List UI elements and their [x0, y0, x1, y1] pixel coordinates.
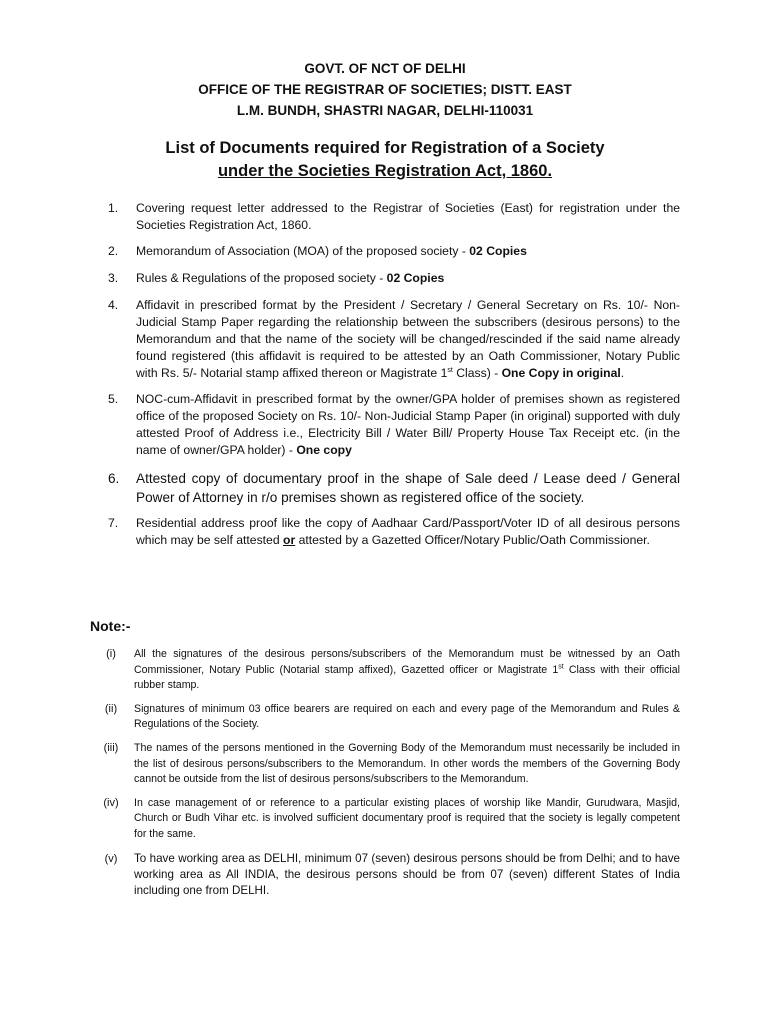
header-line-address: L.M. BUNDH, SHASTRI NAGAR, DELHI-110031: [236, 103, 534, 118]
list-item: [108, 243, 680, 260]
note-text: The names of the persons mentioned in the Governing Body of the Memorandum must necessarily be included in the list of desirous persons/subscribers to the Memorandum. In other words the members of the Governing Body cannot be outside from the list of desirous persons/subscribers to the Memorandum.: [134, 741, 680, 786]
item-text-end: .: [620, 366, 625, 380]
item-number: 3.: [108, 271, 119, 285]
note-text: To have working area as DELHI, minimum 07 (seven) desirous persons should be from Delhi; and to have working area as All INDIA, the desirous persons should be from 07 (seven) different States of India including one from DELHI.: [134, 851, 680, 897]
item-text: Attested copy of documentary proof in the shape of Sale deed / Lease deed / General Power of Attorney in r/o premises shown as registered office of the society.: [136, 471, 680, 505]
note-item: [88, 647, 680, 694]
note-number: (iii): [103, 741, 119, 754]
note-text: In case management of or reference to a particular existing places of worship like Mandir, Gurudwara, Masjid, Church or Budh Vihar etc. is involved sufficient documentary proof is required that the society is legally competent for the same.: [134, 796, 680, 840]
title-line-2: under the Societies Registration Act, 1860.: [217, 162, 553, 180]
item-text-plain: Memorandum of Association (MOA) of the proposed society -: [136, 244, 470, 258]
list-item: [108, 391, 680, 459]
list-item: [108, 200, 680, 234]
emphasis-or: or: [283, 533, 296, 547]
item-text-plain: Affidavit in prescribed format by the President / Secretary / General Secretary on Rs. 10/- Non-Judicial Stamp Paper regarding the relationship between the subscribers (desirous persons) to the Memorandum and that the name of the society will be changed/rescinded if the said name already found registered (this affidavit is required to be attested by an Oath Commissioner, Notary Public with Rs. 5/- Notarial stamp affixed thereon or Magistrate 1: [136, 298, 680, 380]
item-number: 7.: [108, 516, 119, 530]
note-item: [88, 741, 680, 788]
item-text: Covering request letter addressed to the Registrar of Societies (East) for registration under the Societies Registration Act, 1860.: [136, 201, 680, 232]
note-item: [88, 702, 680, 733]
note-number: (i): [106, 648, 116, 660]
item-text-plain: Rules & Regulations of the proposed society -: [136, 271, 387, 285]
item-number: 4.: [108, 298, 119, 312]
document-title: [0, 137, 770, 183]
item-text: [136, 391, 680, 459]
item-text: [136, 297, 680, 382]
item-number: 5.: [108, 392, 119, 406]
ordinal-suffix: st: [447, 366, 453, 374]
note-heading: Note:-: [90, 618, 131, 634]
item-text-plain: Residential address proof like the copy of Aadhaar Card/Passport/Voter ID of all desirous persons which may be self attested: [136, 516, 680, 547]
list-item: [108, 270, 680, 287]
item-copies-count: 02 Copies: [469, 244, 527, 258]
note-item: [88, 851, 680, 899]
title-line-1: List of Documents required for Registration of a Society: [165, 139, 605, 157]
item-text-plain: attested by a Gazetted Officer/Notary Public/Oath Commissioner.: [295, 533, 650, 547]
list-item: [108, 297, 680, 382]
note-text: [134, 647, 680, 694]
note-item: [88, 796, 680, 843]
note-number: (iv): [103, 796, 119, 809]
list-item: [108, 515, 680, 549]
item-text: [136, 243, 680, 260]
item-number: 2.: [108, 244, 119, 258]
header-line-office: OFFICE OF THE REGISTRAR OF SOCIETIES; DISTT. EAST: [198, 82, 572, 97]
list-item: [108, 469, 680, 507]
item-text: [136, 515, 680, 549]
item-text-plain: Class) -: [452, 366, 502, 380]
notes-list: [88, 647, 680, 899]
item-text: [136, 270, 680, 287]
note-text: Signatures of minimum 03 office bearers are required on each and every page of the Memorandum and Rules & Regulations of the Society.: [134, 702, 680, 731]
item-copies-count: One Copy in original: [501, 366, 621, 380]
note-number: (v): [104, 852, 118, 865]
note-number: (ii): [104, 702, 118, 715]
item-copies-count: One copy: [296, 443, 352, 457]
header-line-govt: GOVT. OF NCT OF DELHI: [304, 61, 466, 76]
document-list: [108, 200, 680, 549]
office-header: [0, 58, 770, 121]
item-copies-count: 02 Copies: [386, 271, 445, 285]
item-text-plain: NOC-cum-Affidavit in prescribed format by the owner/GPA holder of premises shown as registered office of the proposed Society on Rs. 10/- Non-Judicial Stamp Paper (in original) supported with duly attested Proof of Address i.e., Electricity Bill / Water Bill/ Property House Tax Receipt etc. (in the name of owner/GPA holder) -: [136, 392, 680, 457]
ordinal-suffix: st: [558, 663, 564, 671]
item-number: 1.: [108, 201, 119, 215]
note-text-plain: Class with their official rubber stamp.: [134, 663, 680, 692]
item-number: 6.: [108, 471, 120, 486]
note-text-plain: All the signatures of the desirous persons/subscribers of the Memorandum must be witnessed by an Oath Commissioner, Notary Public (Notarial stamp affixed), Gazetted officer or Magistrate 1: [134, 648, 680, 676]
